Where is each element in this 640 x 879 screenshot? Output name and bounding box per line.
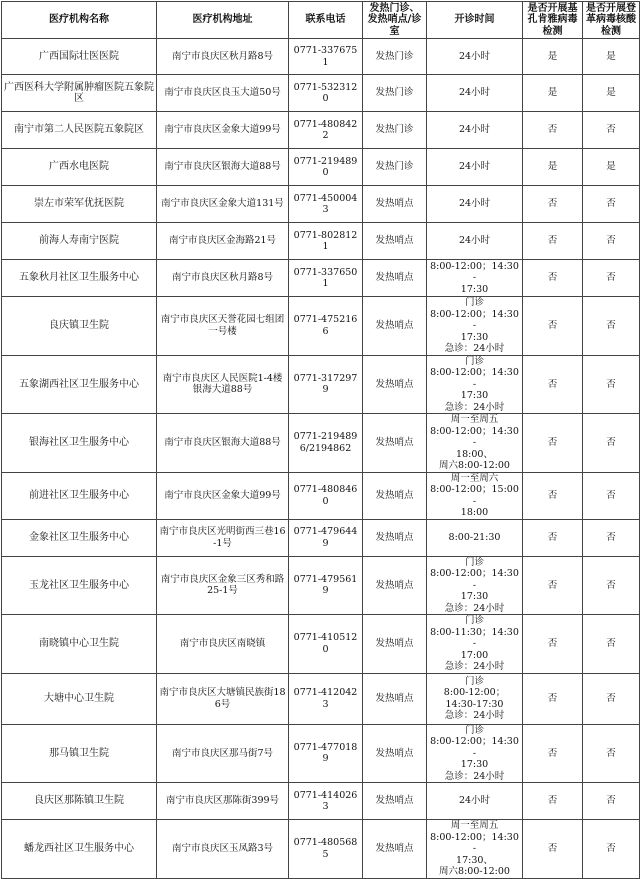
table-row — [2, 186, 640, 223]
hours-line: 门诊 — [464, 675, 484, 687]
hours-line: 24小时 — [458, 795, 491, 807]
cell-hours — [427, 186, 523, 223]
cell-type: 发热门诊 — [363, 149, 427, 186]
table-row — [2, 556, 640, 615]
cell-address: 南宁市良庆区金象三区秀和路25-1号 — [157, 556, 289, 615]
cell-chik-test: 是 — [523, 75, 583, 112]
cell-phone: 0771-4795619 — [289, 556, 363, 615]
cell-chik-test: 否 — [523, 556, 583, 615]
cell-address: 南宁市良庆区秋月路8号 — [157, 39, 289, 75]
header-name: 医疗机构名称 — [2, 2, 157, 39]
cell-name: 蟠龙西社区卫生服务中心 — [2, 820, 157, 879]
cell-dengue-test: 否 — [583, 519, 640, 556]
cell-chik-test: 否 — [523, 724, 583, 783]
hours-line: 急诊：24小时 — [444, 770, 505, 782]
hours-line: 17:30 — [460, 390, 489, 401]
hours-line: 14:30-17:30 — [445, 698, 504, 710]
cell-type: 发热哨点 — [363, 820, 427, 879]
hours-line: 周六8:00-12:00 — [439, 460, 510, 471]
header-address: 医疗机构地址 — [157, 2, 289, 39]
cell-dengue-test: 否 — [583, 783, 640, 820]
hours-line: 24小时 — [458, 124, 491, 136]
cell-chik-test: 否 — [523, 615, 583, 674]
hours-line: 8:00-12:00；14:30- — [430, 831, 519, 854]
hours-line: 17:30 — [460, 331, 489, 343]
hours-line: 门诊 — [464, 615, 484, 626]
hours-line: 8:00-12:00；14:30- — [430, 568, 519, 591]
table-row — [2, 223, 640, 260]
table-row — [2, 75, 640, 112]
cell-phone: 0771-2194890 — [289, 149, 363, 186]
cell-phone: 0771-3376751 — [289, 39, 363, 75]
cell-name: 玉龙社区卫生服务中心 — [2, 556, 157, 615]
table-row — [2, 673, 640, 724]
hours-line: 18:00 — [460, 507, 489, 518]
table-row — [2, 472, 640, 519]
cell-name: 崇左市荣军优抚医院 — [2, 186, 157, 223]
hours-line: 17:30 — [460, 591, 489, 602]
cell-hours — [427, 724, 523, 783]
cell-address: 南宁市良庆区银海大道88号 — [157, 149, 289, 186]
cell-address: 南宁市良庆区大塘镇民族街186号 — [157, 673, 289, 724]
cell-name: 南宁市第二人民医院五象院区 — [2, 112, 157, 149]
cell-dengue-test: 否 — [583, 223, 640, 260]
cell-chik-test: 否 — [523, 355, 583, 414]
cell-hours — [427, 297, 523, 356]
cell-address: 南宁市良庆区良玉大道50号 — [157, 75, 289, 112]
hours-line: 周一至周六 — [450, 472, 499, 484]
header-chik: 是否开展基孔肯雅病毒检测 — [523, 2, 583, 39]
cell-address: 南宁市良庆区金海路21号 — [157, 223, 289, 260]
hours-line: 门诊 — [464, 297, 484, 308]
cell-phone: 0771-3376501 — [289, 260, 363, 297]
cell-hours — [427, 149, 523, 186]
header-row — [2, 2, 640, 39]
table-body — [2, 39, 640, 879]
cell-hours — [427, 414, 523, 473]
hours-line: 周一至周五 — [450, 414, 499, 425]
cell-hours — [427, 519, 523, 556]
hours-line: 急诊：24小时 — [444, 602, 505, 614]
cell-hours — [427, 820, 523, 879]
cell-address: 南宁市良庆区南晓镇 — [157, 615, 289, 674]
cell-address: 南宁市良庆区金象大道99号 — [157, 472, 289, 519]
cell-phone: 0771-2194896/2194862 — [289, 414, 363, 473]
hours-line: 门诊 — [464, 724, 484, 736]
cell-address: 南宁市良庆区天誉花园七组团一号楼 — [157, 297, 289, 356]
cell-name: 银海社区卫生服务中心 — [2, 414, 157, 473]
table-row — [2, 355, 640, 414]
table-row — [2, 260, 640, 297]
hours-line: 急诊：24小时 — [444, 401, 505, 413]
cell-chik-test: 否 — [523, 297, 583, 356]
cell-address: 南宁市良庆区银海大道88号 — [157, 414, 289, 473]
cell-hours — [427, 556, 523, 615]
cell-chik-test: 否 — [523, 414, 583, 473]
hours-line: 24小时 — [458, 161, 491, 173]
table-row — [2, 724, 640, 783]
hours-line: 18:00、 — [456, 448, 493, 460]
cell-dengue-test: 否 — [583, 186, 640, 223]
cell-address: 南宁市良庆区金象大道131号 — [157, 186, 289, 223]
cell-chik-test: 是 — [523, 39, 583, 75]
cell-name: 良庆区那陈镇卫生院 — [2, 783, 157, 820]
cell-dengue-test: 否 — [583, 355, 640, 414]
cell-type: 发热哨点 — [363, 519, 427, 556]
cell-address: 南宁市良庆区光明街西三巷16-1号 — [157, 519, 289, 556]
hours-line: 24小时 — [458, 235, 491, 247]
cell-dengue-test: 否 — [583, 556, 640, 615]
cell-phone: 0771-4770189 — [289, 724, 363, 783]
cell-chik-test: 否 — [523, 472, 583, 519]
hours-line: 17:00 — [460, 649, 489, 661]
cell-dengue-test: 否 — [583, 414, 640, 473]
hours-line: 8:00-12:00；14:30- — [430, 736, 519, 759]
cell-address: 南宁市良庆区金象大道99号 — [157, 112, 289, 149]
cell-type: 发热门诊 — [363, 75, 427, 112]
hours-line: 急诊：24小时 — [444, 710, 505, 721]
hours-line: 8:00-12:00；14:30- — [430, 308, 519, 331]
cell-chik-test: 否 — [523, 112, 583, 149]
cell-address: 南宁市良庆区秋月路8号 — [157, 260, 289, 297]
hours-line: 8:00-12:00；15:00- — [430, 484, 519, 507]
cell-phone: 0771-4808422 — [289, 112, 363, 149]
hours-line: 8:00-12:00； — [443, 687, 506, 698]
cell-name: 五象秋月社区卫生服务中心 — [2, 260, 157, 297]
hours-line: 8:00-21:30 — [448, 531, 501, 543]
cell-hours — [427, 223, 523, 260]
cell-phone: 0771-4120423 — [289, 673, 363, 724]
cell-type: 发热哨点 — [363, 355, 427, 414]
cell-type: 发热哨点 — [363, 673, 427, 724]
cell-name: 广西国际壮医医院 — [2, 39, 157, 75]
hours-line: 24小时 — [458, 87, 491, 99]
cell-hours — [427, 783, 523, 820]
cell-name: 那马镇卫生院 — [2, 724, 157, 783]
cell-chik-test: 否 — [523, 519, 583, 556]
cell-hours — [427, 75, 523, 112]
cell-chik-test: 否 — [523, 223, 583, 260]
cell-type: 发热哨点 — [363, 724, 427, 783]
hours-line: 17:30 — [460, 759, 489, 770]
cell-phone: 0771-5323120 — [289, 75, 363, 112]
hours-line: 急诊：24小时 — [444, 343, 505, 354]
cell-type: 发热门诊 — [363, 112, 427, 149]
cell-dengue-test: 否 — [583, 724, 640, 783]
cell-name: 前海人寿南宁医院 — [2, 223, 157, 260]
cell-chik-test: 否 — [523, 673, 583, 724]
cell-hours — [427, 615, 523, 674]
cell-chik-test: 否 — [523, 783, 583, 820]
cell-dengue-test: 否 — [583, 112, 640, 149]
cell-type: 发热哨点 — [363, 260, 427, 297]
cell-address: 南宁市良庆区那陈街399号 — [157, 783, 289, 820]
cell-name: 广西水电医院 — [2, 149, 157, 186]
cell-hours — [427, 39, 523, 75]
cell-hours — [427, 355, 523, 414]
cell-type: 发热哨点 — [363, 297, 427, 356]
cell-dengue-test: 否 — [583, 297, 640, 356]
cell-type: 发热门诊 — [363, 39, 427, 75]
cell-phone: 0771-4808460 — [289, 472, 363, 519]
cell-chik-test: 否 — [523, 820, 583, 879]
table-row — [2, 783, 640, 820]
hours-line: 急诊：24小时 — [444, 661, 505, 672]
cell-type: 发热哨点 — [363, 556, 427, 615]
cell-dengue-test: 是 — [583, 149, 640, 186]
cell-phone: 0771-4140263 — [289, 783, 363, 820]
cell-name: 大塘中心卫生院 — [2, 673, 157, 724]
cell-dengue-test: 否 — [583, 472, 640, 519]
cell-dengue-test: 否 — [583, 673, 640, 724]
cell-type: 发热哨点 — [363, 472, 427, 519]
cell-phone: 0771-3172979 — [289, 355, 363, 414]
cell-hours — [427, 472, 523, 519]
cell-dengue-test: 否 — [583, 260, 640, 297]
header-type: 发热门诊、发热哨点/诊室 — [363, 2, 427, 39]
cell-chik-test: 否 — [523, 260, 583, 297]
cell-phone: 0771-4105120 — [289, 615, 363, 674]
cell-dengue-test: 否 — [583, 615, 640, 674]
hours-line: 24小时 — [458, 50, 491, 62]
cell-address: 南宁市良庆区玉凤路3号 — [157, 820, 289, 879]
cell-type: 发热哨点 — [363, 223, 427, 260]
table-row — [2, 615, 640, 674]
hours-line: 8:00-12:00；14:30- — [430, 260, 519, 284]
cell-type: 发热哨点 — [363, 414, 427, 473]
hours-line: 8:00-12:00；14:30- — [430, 425, 519, 448]
cell-name: 良庆镇卫生院 — [2, 297, 157, 356]
fever-clinic-table — [1, 1, 640, 879]
cell-phone: 0771-4805685 — [289, 820, 363, 879]
hours-line: 17:30 — [460, 283, 489, 295]
cell-name: 前进社区卫生服务中心 — [2, 472, 157, 519]
cell-type: 发热哨点 — [363, 783, 427, 820]
hours-line: 门诊 — [464, 355, 484, 367]
hours-line: 8:00-11:30；14:30- — [430, 626, 519, 649]
cell-dengue-test: 是 — [583, 39, 640, 75]
cell-address: 南宁市良庆区那马街7号 — [157, 724, 289, 783]
cell-phone: 0771-4500043 — [289, 186, 363, 223]
hours-line: 24小时 — [458, 198, 491, 210]
hours-line: 周六8:00-12:00 — [439, 866, 510, 877]
cell-name: 金象社区卫生服务中心 — [2, 519, 157, 556]
cell-address: 南宁市良庆区人民医院1-4楼银海大道88号 — [157, 355, 289, 414]
cell-name: 南晓镇中心卫生院 — [2, 615, 157, 674]
cell-phone: 0771-4796449 — [289, 519, 363, 556]
cell-phone: 0771-8028121 — [289, 223, 363, 260]
hours-line: 周一至周五 — [450, 820, 499, 831]
cell-hours — [427, 673, 523, 724]
cell-type: 发热哨点 — [363, 186, 427, 223]
table-row — [2, 39, 640, 75]
cell-chik-test: 否 — [523, 186, 583, 223]
cell-name: 五象湖西社区卫生服务中心 — [2, 355, 157, 414]
cell-hours — [427, 112, 523, 149]
table-row — [2, 112, 640, 149]
header-hours: 开诊时间 — [427, 2, 523, 39]
cell-hours — [427, 260, 523, 297]
cell-dengue-test: 是 — [583, 75, 640, 112]
table-row — [2, 149, 640, 186]
header-dengue: 是否开展登革病毒核酸检测 — [583, 2, 640, 39]
hours-line: 8:00-12:00；14:30- — [430, 367, 519, 390]
header-phone: 联系电话 — [289, 2, 363, 39]
hours-line: 17:30、 — [456, 854, 493, 866]
table-row — [2, 297, 640, 356]
table-row — [2, 519, 640, 556]
table-row — [2, 820, 640, 879]
hours-line: 门诊 — [464, 556, 484, 568]
cell-type: 发热哨点 — [363, 615, 427, 674]
cell-name: 广西医科大学附属肿瘤医院五象院区 — [2, 75, 157, 112]
cell-phone: 0771-4752166 — [289, 297, 363, 356]
cell-chik-test: 是 — [523, 149, 583, 186]
cell-dengue-test: 否 — [583, 820, 640, 879]
table-row — [2, 414, 640, 473]
